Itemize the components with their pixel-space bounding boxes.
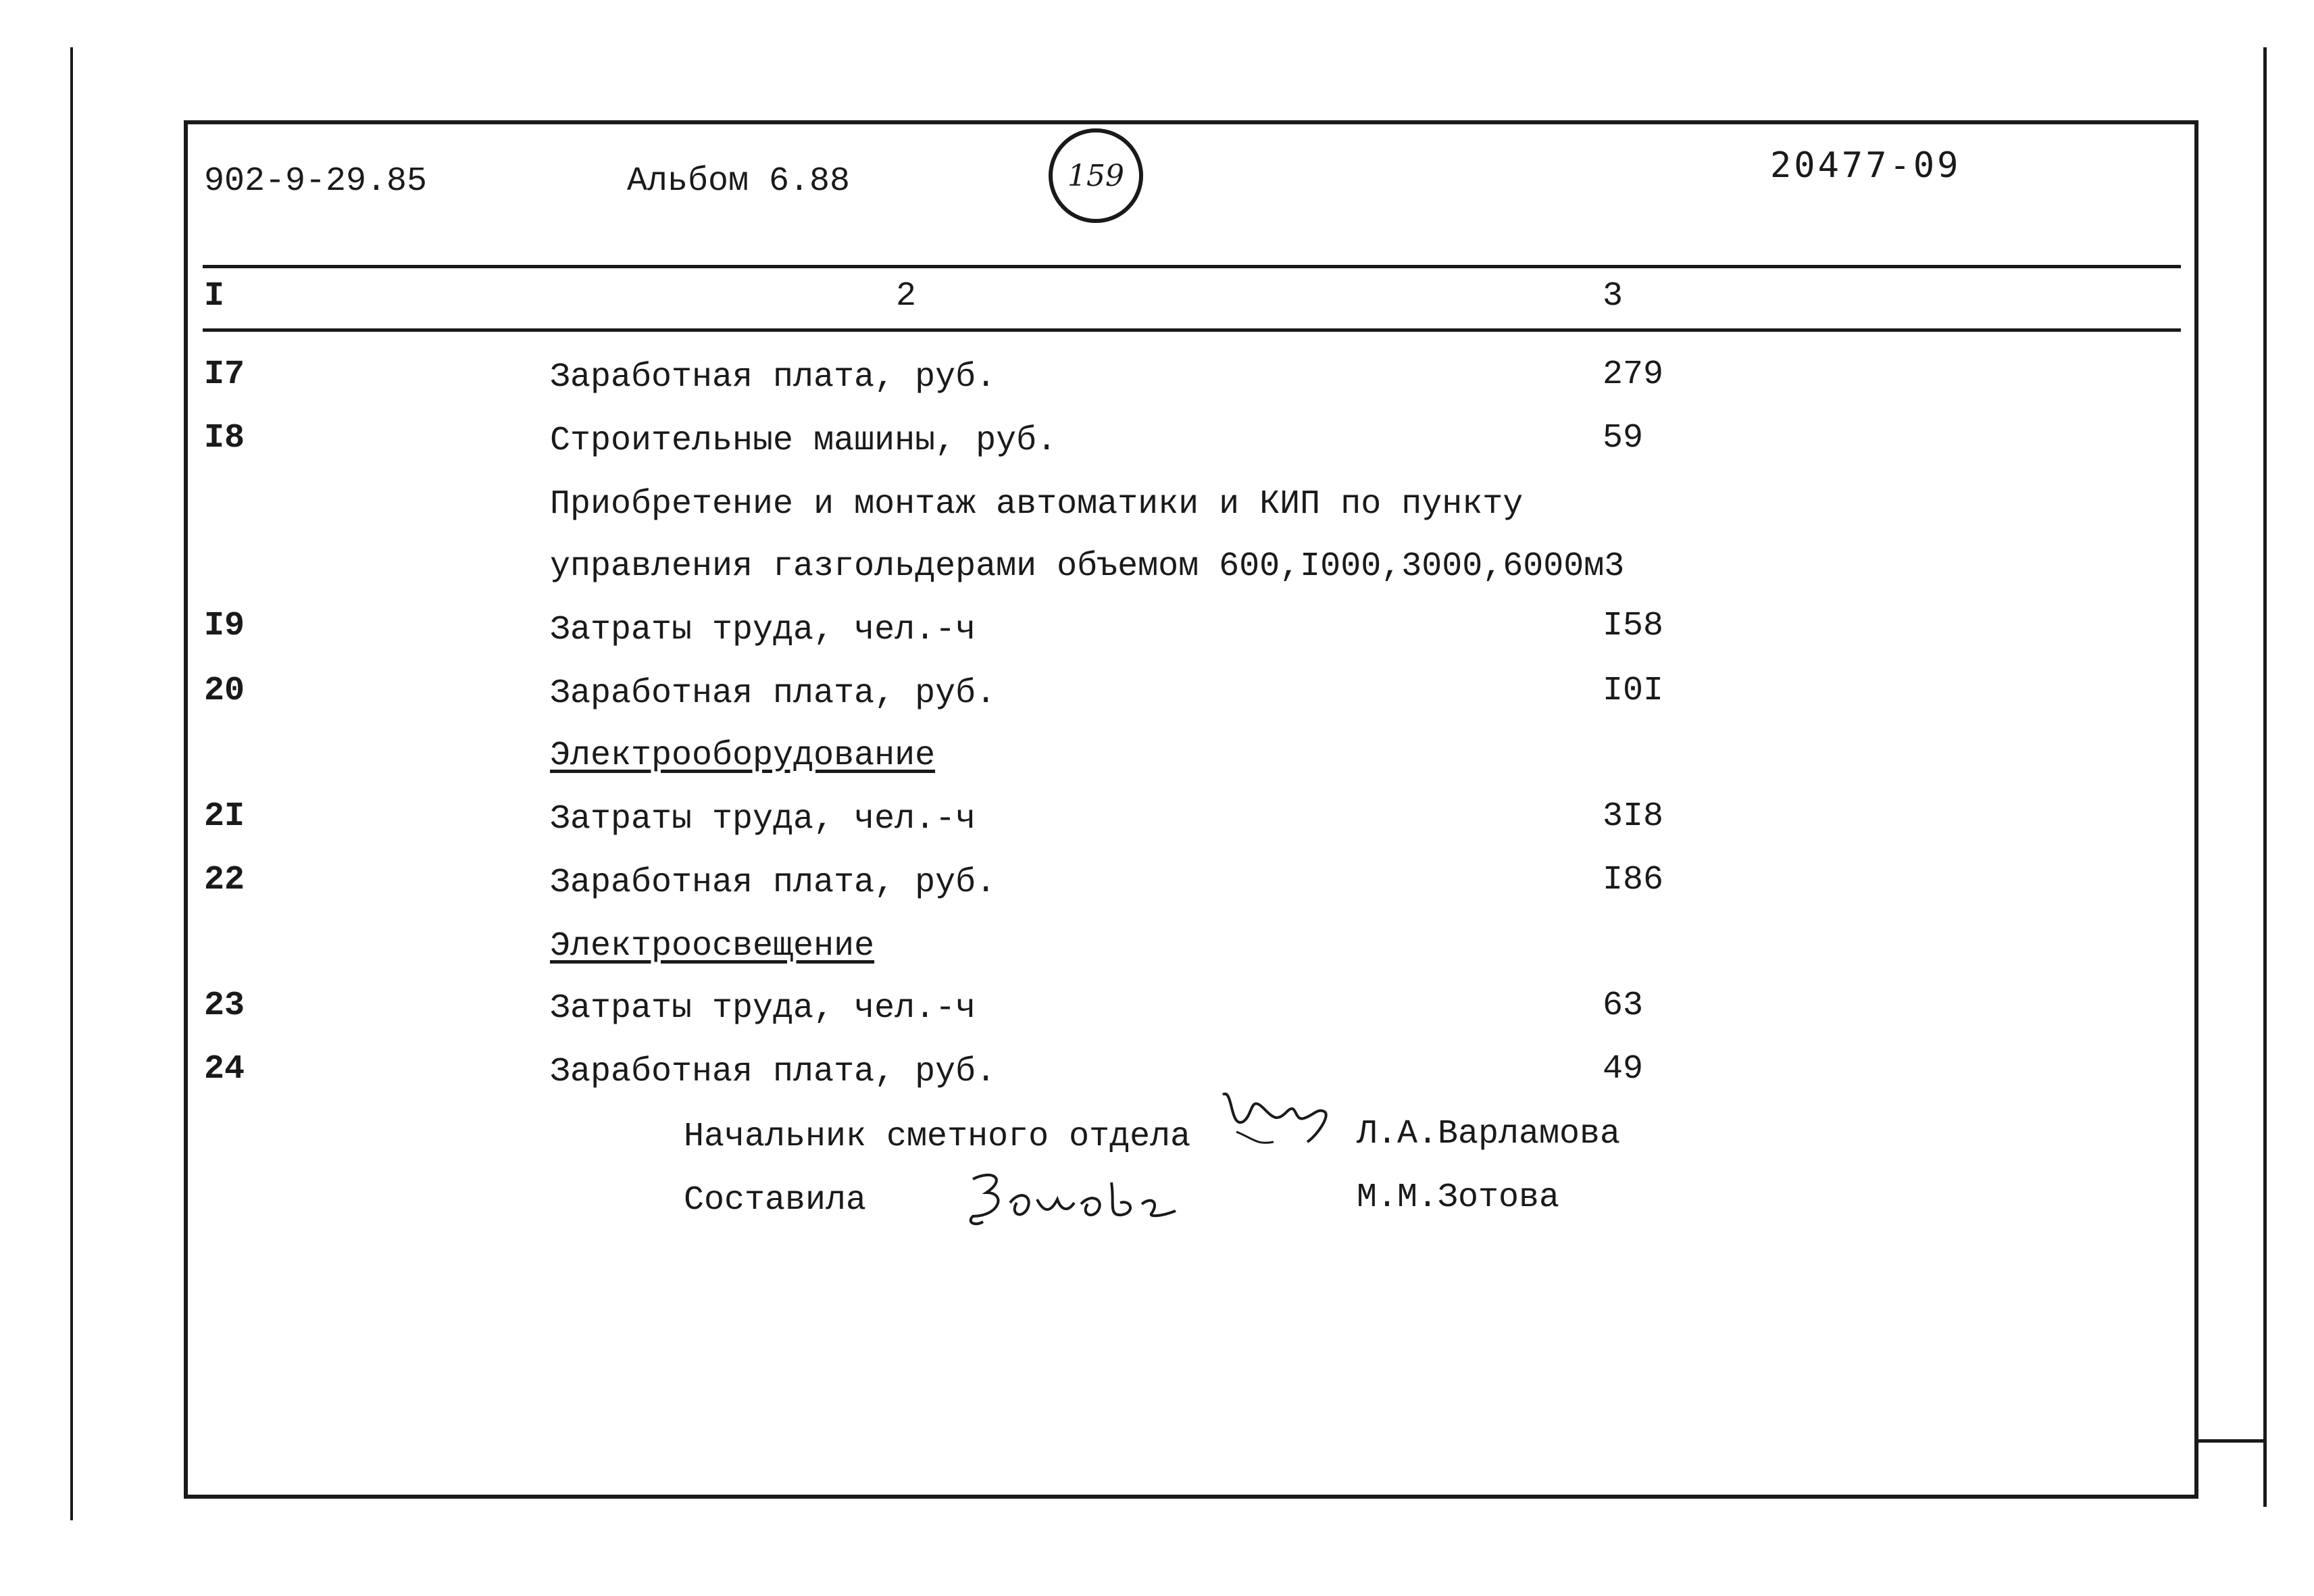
- signature-name: М.М.Зотова: [1357, 1178, 1560, 1217]
- row-value: 59: [1603, 419, 1644, 457]
- row-value: I0I: [1603, 672, 1664, 710]
- column-header-bottom-rule: [203, 328, 2181, 332]
- page-stamp: [1049, 128, 1143, 223]
- row-description: Заработная плата, руб.: [550, 864, 997, 902]
- column-header-3: 3: [1603, 277, 1624, 316]
- right-stub-line: [2198, 1439, 2266, 1443]
- row-value: 49: [1603, 1050, 1644, 1089]
- row-number: 22: [204, 861, 245, 899]
- row-value: I86: [1603, 861, 1664, 899]
- row-description: Заработная плата, руб.: [550, 1053, 997, 1091]
- row-number: 20: [204, 672, 245, 710]
- row-number: I8: [204, 419, 245, 457]
- archive-number: 20477-09: [1770, 145, 1961, 186]
- album-label: Альбом 6.88: [627, 162, 851, 201]
- row-description: Затраты труда, чел.-ч: [550, 989, 976, 1028]
- row-description: Строительные машины, руб.: [550, 422, 1057, 460]
- row-number: 24: [204, 1050, 245, 1089]
- column-header-1: I: [204, 277, 225, 316]
- row-value: 279: [1603, 355, 1664, 394]
- row-description: Затраты труда, чел.-ч: [550, 800, 976, 839]
- row-number: I7: [204, 355, 245, 394]
- page-stamp-number: 159: [1067, 158, 1124, 193]
- section-heading: Электроосвещение: [550, 927, 875, 966]
- row-description: управления газгольдерами объемом 600,I000,3000,6000м3: [550, 547, 1625, 586]
- row-value: 63: [1603, 987, 1644, 1025]
- column-header-2: 2: [896, 277, 917, 316]
- right-margin-line: [2263, 47, 2267, 1507]
- doc-code: 902-9-29.85: [204, 162, 428, 201]
- handwritten-signature-2: [959, 1162, 1182, 1237]
- signature-role: Начальник сметного отдела: [684, 1118, 1191, 1156]
- signature-role: Составила: [684, 1181, 867, 1220]
- document-frame: [184, 120, 2198, 1499]
- row-description: Затраты труда, чел.-ч: [550, 611, 976, 649]
- signature-name: Л.А.Варламова: [1357, 1115, 1621, 1153]
- handwritten-signature-1: [1216, 1081, 1344, 1169]
- row-number: 23: [204, 987, 245, 1025]
- row-description: Заработная плата, руб.: [550, 674, 997, 713]
- row-number: I9: [204, 607, 245, 645]
- row-description: Заработная плата, руб.: [550, 358, 997, 397]
- row-description: Приобретение и монтаж автоматики и КИП по пункту: [550, 485, 1524, 524]
- column-header-top-rule: [203, 265, 2181, 268]
- section-heading: Электрооборудование: [550, 737, 936, 775]
- row-number: 2I: [204, 797, 245, 836]
- row-value: 3I8: [1603, 797, 1664, 836]
- left-margin-line: [70, 47, 73, 1520]
- row-value: I58: [1603, 607, 1664, 645]
